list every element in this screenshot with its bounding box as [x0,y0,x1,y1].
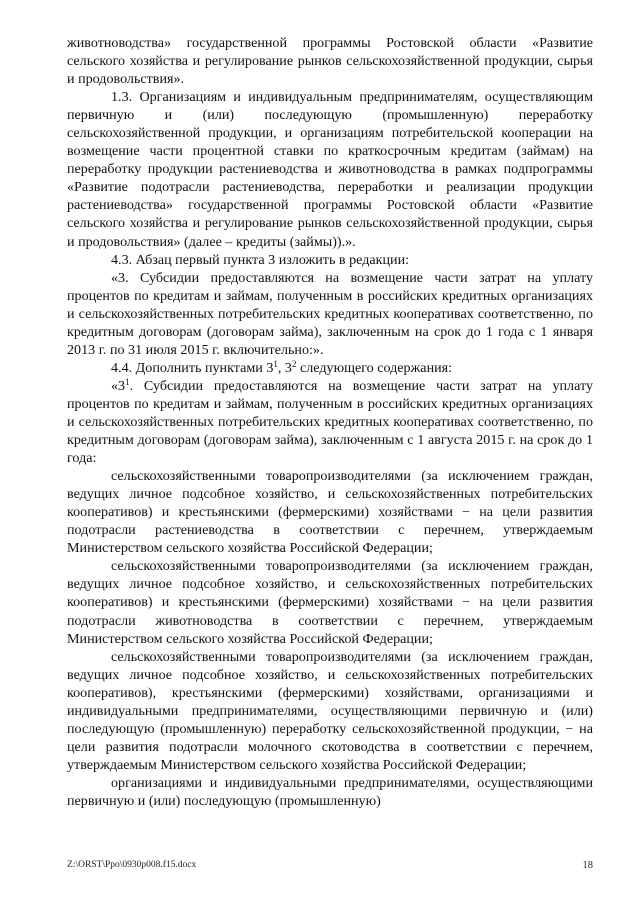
p44-post: следующего содержания: [296,359,453,376]
paragraph-4-3: 4.3. Абзац первый пункта 3 изложить в редакции: [111,251,410,268]
paragraph-processors: организациями и индивидуальными предпринимателями, осуществляющими первичную и (или) последующую (промышленную) [67,774,593,809]
file-path: Z:\ORST\Ppo\0930p008.f15.docx [67,860,197,870]
document-body [67,34,593,810]
paragraph-item-3-1 [67,377,593,467]
p31-pre: «3 [111,377,126,394]
paragraph-1-3: 1.3. Организациям и индивидуальным предпринимателям, осуществляющим первичную и (или) последующую (промышленную) переработку сельскохозяйственной продукции, и организациям потребительской кооперации на возмещение части процентной ставки по краткосрочным кредитам (займам) на переработку продукции растениеводства и животноводства в рамках подпрограммы «Развитие подотрасли растениеводства, переработки и реализации продукции растениеводства» государственной программы Ростовской области «Развитие сельского хозяйства и регулирование рынков сельскохозяйственной продукции, сырья и продовольствия» (далее – кредиты (займы)).». [67,89,593,250]
p31-post: . Субсидии предоставляются на возмещение части затрат на уплату процентов по кредитам и займам, полученным в российских кредитных организациях и сельскохозяйственных потребительских кредитных кооперативах соответственно, по кредитным договорам (договорам займа), заключенным с 1 августа 2015 г. на срок до 1 года: [67,377,593,467]
paragraph-4-4 [67,359,593,377]
paragraph-item-3: «3. Субсидии предоставляются на возмещение части затрат на уплату процентов по кредитам и займам, полученным в российских кредитных организациях и сельскохозяйственных потребительских кредитных кооперативах соответственно, по кредитным договорам (договорам займа), заключенным на срок до 1 года с 1 января 2013 г. по 31 июля 2015 г. включительно:». [67,269,593,358]
paragraph-1: животноводства» государственной программы Ростовской области «Развитие сельского хозяйства и регулирование рынков сельскохозяйственной продукции, сырья и продовольствия». [67,35,593,88]
p44-sup2: 2 [291,358,297,369]
p31-sup: 1 [125,376,130,387]
paragraph-dairy-producers: сельскохозяйственными товаропроизводителями (за исключением граждан, ведущих личное подсобное хозяйство, и сельскохозяйственных потребительских кооперативов), крестьянскими (фермерскими) хозяйствами, организациями и индивидуальными предпринимателями, осуществляющими первичную и (или) последующую (промышленную) переработку сельскохозяйственной продукции, − на цели развития подотрасли молочного скотоводства в соответствии с перечнем, утверждаемым Министерством сельского хозяйства Российской Федерации; [67,648,593,773]
paragraph-livestock-producers: сельскохозяйственными товаропроизводителями (за исключением граждан, ведущих личное подсобное хозяйство, и сельскохозяйственных потребительских кооперативов) и крестьянскими (фермерскими) хозяйствами − на цели развития подотрасли животноводства в соответствии с перечнем, утверждаемым Министерством сельского хозяйства Российской Федерации; [67,558,593,647]
page-number: 18 [582,860,593,871]
paragraph-crop-producers: сельскохозяйственными товаропроизводителями (за исключением граждан, ведущих личное подсобное хозяйство, и сельскохозяйственных потребительских кооперативов) и крестьянскими (фермерскими) хозяйствами − на цели развития подотрасли растениеводства в соответствии с перечнем, утверждаемым Министерством сельского хозяйства Российской Федерации; [67,468,593,557]
p44-mid: , 3 [277,359,292,376]
p44-pre: 4.4. Дополнить пунктами 3 [111,359,274,376]
p44-sup1: 1 [273,358,278,369]
